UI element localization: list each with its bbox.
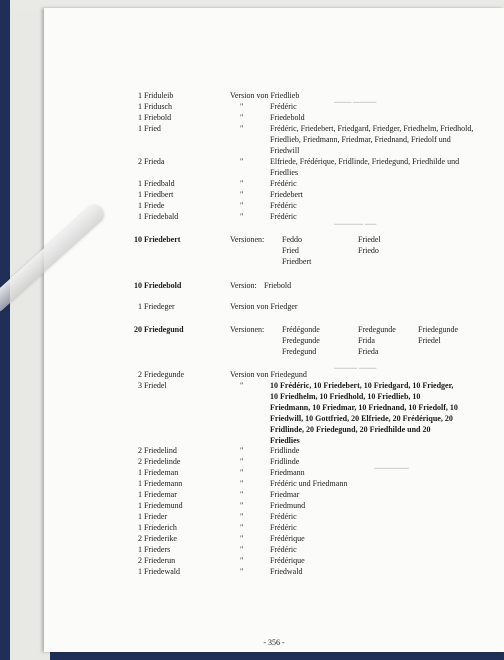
entry-count: 2: [138, 534, 142, 543]
list-item: [44, 156, 504, 178]
ditto-mark: ": [240, 468, 244, 477]
entry-count: 10: [134, 281, 142, 290]
version-name: Friedo: [358, 246, 379, 255]
entry-count: 1: [138, 212, 142, 221]
entry-count: 10: [134, 235, 142, 244]
ditto-mark: ": [240, 446, 244, 455]
entry-name: Fried: [144, 124, 161, 133]
entry-value: Fridlinde: [270, 457, 300, 466]
entry-count: 1: [138, 124, 142, 133]
ditto-mark: ": [240, 457, 244, 466]
ditto-mark: ": [240, 567, 244, 576]
version-name: Friebold: [264, 281, 292, 290]
list-item: [44, 324, 504, 358]
entry-name: Friedbert: [144, 190, 174, 199]
entry-type: Versionen:: [230, 325, 265, 334]
entry-count: 2: [138, 446, 142, 455]
entry-name: Friedemann: [144, 479, 183, 488]
ditto-mark: ": [240, 501, 244, 510]
entry-name: Friedeman: [144, 468, 179, 477]
version-name: Friedbert: [282, 257, 312, 266]
version-name: Fredegunde: [282, 336, 320, 345]
list-item: [44, 234, 504, 268]
ditto-mark: ": [240, 190, 244, 199]
entry-count: 2: [138, 370, 142, 379]
entry-name: Friederike: [144, 534, 177, 543]
entry-value: Frédérique: [270, 556, 305, 565]
ditto-mark: ": [240, 490, 244, 499]
entry-name: Frieda: [144, 157, 165, 166]
entry-value: Friedmund: [270, 501, 306, 510]
ditto-mark: ": [240, 534, 244, 543]
entry-name: Friedelinde: [144, 457, 181, 466]
version-name: Fried: [282, 246, 299, 255]
ditto-mark: ": [240, 545, 244, 554]
entry-value: Fridlinde: [270, 446, 300, 455]
ditto-mark: ": [240, 179, 244, 188]
show-through-text: ▁▁▁ ▁▁▁▁: [334, 94, 377, 103]
entry-value: Frédéric: [270, 512, 297, 521]
entry-count: 1: [138, 190, 142, 199]
entry-value: Frédéric, Friedebert, Friedgard, Friedger, Friedhelm, Friedhold, Friedlieb, Friedmann, Friedmar, Friednand, Friedolf und Friedwill: [270, 124, 474, 155]
entry-type: Version:: [230, 281, 257, 290]
entry-value: Friedebold: [270, 113, 305, 122]
version-name: Fredegund: [282, 347, 317, 356]
entry-count: 1: [138, 523, 142, 532]
entry-name: Friederich: [144, 523, 177, 532]
entry-type: Version von Friedegund: [230, 370, 307, 379]
entry-count: 1: [138, 468, 142, 477]
entry-value: Frédérique: [270, 534, 305, 543]
entry-name: Friedegund: [144, 325, 184, 334]
entry-name: Friduleib: [144, 91, 174, 100]
entry-type: Versionen:: [230, 235, 265, 244]
show-through-text: ▁▁▁▁ ▁▁▁: [334, 360, 377, 369]
entry-value: Friedebert: [270, 190, 303, 199]
entry-count: 1: [138, 91, 142, 100]
entry-value: Friedmar: [270, 490, 300, 499]
entry-name: Friedewald: [144, 567, 180, 576]
version-name: Friedel: [418, 336, 441, 345]
entry-name: Friedbald: [144, 179, 175, 188]
show-through-text: ▁▁▁▁▁▁: [374, 460, 409, 469]
version-name: Friedel: [358, 235, 381, 244]
entry-name: Friedebold: [144, 281, 182, 290]
entry-count: 1: [138, 567, 142, 576]
entry-value: Frédéric: [270, 212, 297, 221]
entry-count: 2: [138, 157, 142, 166]
entry-count: 1: [138, 501, 142, 510]
entry-value: Elfriede, Frédérique, Fridlinde, Friedegund, Friedhilde und Friedlies: [270, 157, 460, 177]
entry-name: Friedebert: [144, 235, 181, 244]
entry-count: 2: [138, 556, 142, 565]
entry-count: 2: [138, 457, 142, 466]
entry-name: Friedeger: [144, 302, 175, 311]
list-item: [44, 380, 504, 446]
version-name: Frida: [358, 336, 375, 345]
entry-count: 1: [138, 479, 142, 488]
entry-name: Friede: [144, 201, 165, 210]
entry-value: Frédéric: [270, 545, 297, 554]
ditto-mark: ": [240, 479, 244, 488]
entry-name: Friebold: [144, 113, 172, 122]
entry-value: 10 Frédéric, 10 Friedebert, 10 Friedgard, 10 Friedger, 10 Friedhelm, 10 Friedhold, 10 Friedlieb, 10 Friedmann, 10 Friedmar, 10 Friednand, 10 Friedolf, 10 Friedwill, 10 Gottfried, 20 Elfriede, 20 Frédérique, 20 Fridlinde, 20 Friedegund, 20 Friedhilde und 20 Friedlies: [270, 381, 458, 445]
entry-count: 1: [138, 490, 142, 499]
entry-type: Version von Friedger: [230, 302, 298, 311]
entry-name: Frieder: [144, 512, 168, 521]
entry-count: 1: [138, 512, 142, 521]
ditto-mark: ": [240, 512, 244, 521]
entry-count: 1: [138, 545, 142, 554]
entry-value: Frédéric: [270, 523, 297, 532]
entry-name: Frieders: [144, 545, 171, 554]
entry-name: Friedebald: [144, 212, 179, 221]
entry-value: Frédéric und Friedmann: [270, 479, 348, 488]
entry-value: Frédéric: [270, 102, 297, 111]
entry-count: 1: [138, 201, 142, 210]
entry-name: Friedemar: [144, 490, 177, 499]
entry-value: Frédéric: [270, 201, 297, 210]
ditto-mark: ": [240, 201, 244, 210]
version-name: Fredegunde: [358, 325, 396, 334]
entry-name: Friedegunde: [144, 370, 184, 379]
page-number: - 356 -: [263, 638, 285, 647]
entry-count: 3: [138, 381, 142, 390]
book-page: [44, 8, 504, 652]
ditto-mark: ": [240, 381, 244, 390]
entry-value: Frédéric: [270, 179, 297, 188]
entry-count: 1: [138, 302, 142, 311]
entry-name: Fridusch: [144, 102, 172, 111]
entry-count: 20: [134, 325, 142, 334]
version-name: Frédégonde: [282, 325, 320, 334]
entry-type: Version von Friedlieb: [230, 91, 300, 100]
entry-name: Friedelind: [144, 446, 177, 455]
entry-name: Friedel: [144, 381, 167, 390]
entry-name: Friedemund: [144, 501, 183, 510]
ditto-mark: ": [240, 124, 244, 133]
entry-value: Friedwald: [270, 567, 303, 576]
ditto-mark: ": [240, 556, 244, 565]
version-name: Feddo: [282, 235, 302, 244]
entry-name: Friederun: [144, 556, 176, 565]
entry-count: 1: [138, 113, 142, 122]
show-through-text: ▁▁▁▁▁ ▁▁: [334, 216, 377, 225]
entry-value: Friedmann: [270, 468, 305, 477]
ditto-mark: ": [240, 102, 244, 111]
version-name: Friedegunde: [418, 325, 458, 334]
version-name: Frieda: [358, 347, 379, 356]
entry-count: 1: [138, 102, 142, 111]
ditto-mark: ": [240, 523, 244, 532]
ditto-mark: ": [240, 113, 244, 122]
entry-count: 1: [138, 179, 142, 188]
ditto-mark: ": [240, 157, 244, 166]
ditto-mark: ": [240, 212, 244, 221]
